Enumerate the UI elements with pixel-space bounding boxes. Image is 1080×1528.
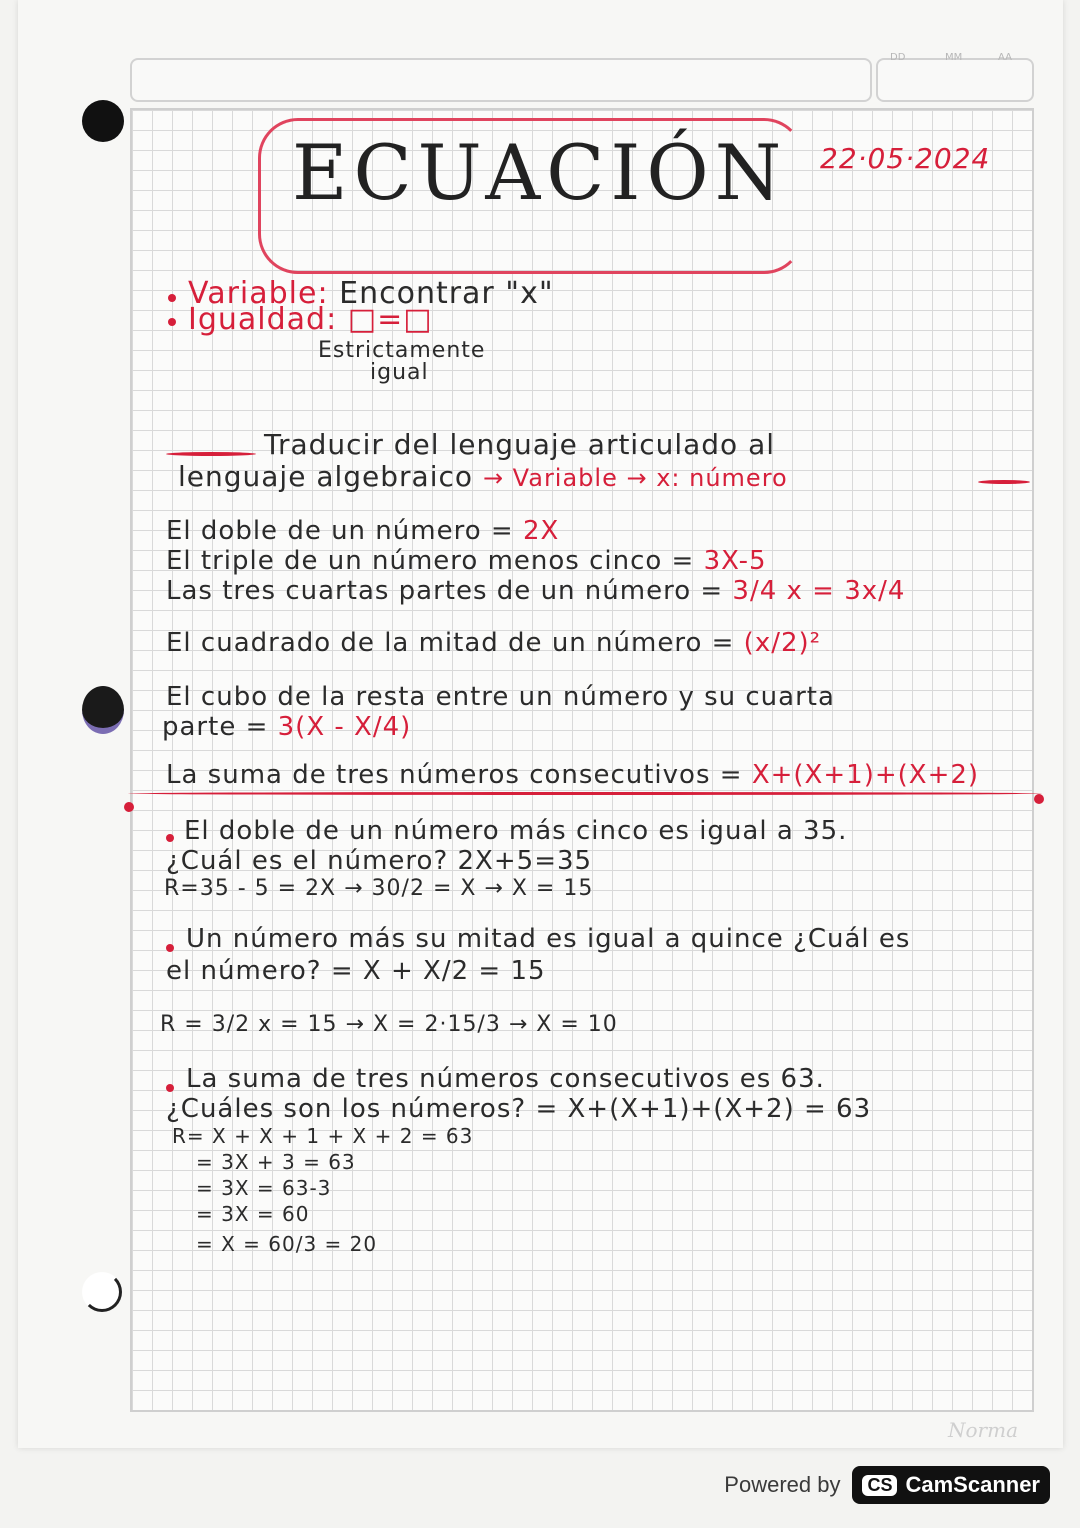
translation-item — [162, 712, 411, 742]
notebook-brand: Norma — [948, 1418, 1018, 1442]
translation-text: La suma de tres números consecutivos = — [166, 760, 743, 790]
problem-question-line: el número? = X + X/2 = 15 — [166, 956, 546, 986]
problem-work-line: = X = 60/3 = 20 — [196, 1232, 378, 1256]
translation-item — [166, 760, 979, 790]
bullet — [166, 1084, 174, 1092]
problem-work-line: = 3X + 3 = 63 — [196, 1150, 356, 1174]
binder-hole — [82, 1272, 122, 1312]
page-title-text: ECUACIÓN — [292, 128, 788, 217]
definition-note — [318, 340, 485, 384]
problem-work-line: R = 3/2 x = 15 → X = 2·15/3 → X = 10 — [160, 1012, 618, 1037]
date-label-month: MM — [945, 52, 963, 63]
problem-question-line: ¿Cuál es el número? 2X+5=35 — [166, 846, 593, 876]
problem-question-line: ¿Cuáles son los números? = X+(X+1)+(X+2) = 63 — [166, 1094, 872, 1124]
powered-by-text: Powered by — [724, 1472, 841, 1497]
date-label-day: DD — [890, 52, 906, 63]
translation-text: El doble de un número = — [166, 516, 514, 546]
header-date-box — [876, 58, 1034, 102]
translation-item — [166, 516, 559, 546]
bullet — [168, 294, 176, 302]
translation-answer: (x/2)² — [743, 628, 822, 658]
translation-text: El cuadrado de la mitad de un número = — [166, 628, 735, 658]
section-heading-line2 — [178, 460, 788, 493]
header-name-box — [130, 58, 872, 102]
section-divider — [128, 792, 1042, 795]
definition-note-line: Estrictamente — [318, 338, 486, 363]
translation-item: El cubo de la resta entre un número y su cuarta — [166, 682, 835, 712]
problem-question-line: Un número más su mitad es igual a quince ¿Cuál es — [186, 924, 911, 954]
heading-squiggle — [978, 480, 1030, 484]
bullet — [168, 318, 176, 326]
page-title — [292, 128, 787, 217]
problem-question-line: La suma de tres números consecutivos es 63. — [186, 1064, 825, 1094]
translation-answer: 2X — [522, 516, 560, 546]
page-date: 22·05·2024 — [820, 142, 991, 175]
definition-equality — [188, 302, 433, 337]
problem-work-line: R=35 - 5 = 2X → 30/2 = X → X = 15 — [164, 876, 594, 901]
bullet — [166, 834, 174, 842]
problem-work-line: = 3X = 60 — [196, 1202, 310, 1226]
camscanner-logo-icon: CS — [862, 1475, 897, 1496]
camscanner-brand: CamScanner — [905, 1472, 1040, 1497]
divider-end-dot — [1034, 794, 1044, 804]
problem-work-line: R= X + X + 1 + X + 2 = 63 — [172, 1124, 474, 1148]
camscanner-badge — [852, 1466, 1050, 1504]
definition-label: Variable: — [188, 276, 329, 311]
translation-text: El triple de un número menos cinco = — [166, 546, 695, 576]
translation-item — [166, 546, 767, 576]
translation-answer: 3/4 x = 3x/4 — [732, 576, 906, 606]
date-label-year: AA — [998, 52, 1012, 63]
camscanner-watermark — [724, 1466, 1050, 1504]
translation-answer: X+(X+1)+(X+2) — [751, 760, 980, 790]
translation-answer: 3X-5 — [703, 546, 767, 576]
bullet — [166, 944, 174, 952]
binder-hole — [82, 686, 124, 734]
translation-text: Las tres cuartas partes de un número = — [166, 576, 724, 606]
translation-item — [166, 628, 821, 658]
binder-hole — [82, 100, 124, 142]
section-heading-line1: Traducir del lenguaje articulado al — [264, 428, 776, 461]
section-heading-arrow: → Variable → x: número — [482, 464, 788, 492]
definition-text: Encontrar "x" — [339, 276, 554, 311]
definition-label: Igualdad: — [188, 302, 338, 337]
problem-work-line: = 3X = 63-3 — [196, 1176, 332, 1200]
divider-end-dot — [124, 802, 134, 812]
definition-text: □=□ — [347, 302, 433, 337]
translation-item — [166, 576, 905, 606]
translation-answer: 3(X - X/4) — [277, 712, 412, 742]
definition-note-line: igual — [370, 360, 429, 385]
translation-text: parte = — [162, 712, 269, 742]
section-heading-text: lenguaje algebraico — [178, 460, 474, 493]
heading-squiggle — [166, 452, 256, 456]
problem-question-line: El doble de un número más cinco es igual a 35. — [184, 816, 848, 846]
